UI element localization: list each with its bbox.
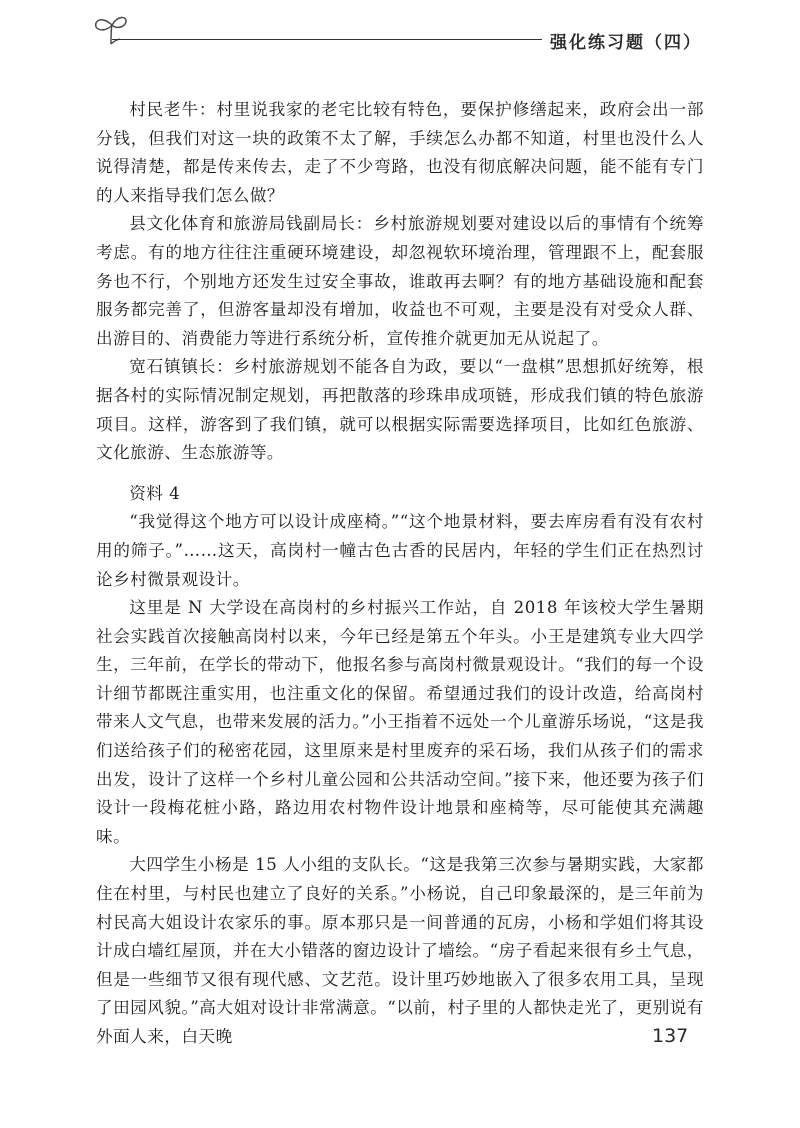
paragraph: 村民老牛：村里说我家的老宅比较有特色，要保护修缮起来，政府会出一部分钱，但我们对这一块的政策不太了解，手续怎么办都不知道，村里也没什么人说得清楚，都是传来传去，走了不少弯路，也没有彻底解决问题，能不能有专门的人来指导我们怎么做？ — [96, 100, 704, 205]
section-spacer — [96, 468, 704, 480]
paragraph: “我觉得这个地方可以设计成座椅。”“这个地景材料，要去库房看有没有农村用的筛子。”……这天，高岗村一幢古色古香的民居内，年轻的学生们正在热烈讨论乡村微景观设计。 — [96, 512, 704, 589]
paragraph: 这里是 N 大学设在高岗村的乡村振兴工作站，自 2018 年该校大学生暑期社会实践首次接触高岗村以来，今年已经是第五个年头。小王是建筑专业大四学生，三年前，在学长的带动下，他报名参与高岗村微景观设计。“我们的每一个设计细节都既注重实用，也注重文化的保留。希望通过我们的设计改造，给高岗村带来人文气息，也带来发展的活力。”小王指着不远处一个儿童游乐场说，“这是我们送给孩子们的秘密花园，这里原来是村里废弃的采石场，我们从孩子们的需求出发，设计了这样一个乡村儿童公园和公共活动空间。”接下来，他还要为孩子们设计一段梅花桩小路，路边用农村物件设计地景和座椅等，尽可能使其充满趣味。 — [96, 598, 704, 846]
paragraph: 宽石镇镇长：乡村旅游规划不能各自为政，要以“一盘棋”思想抓好统筹，根据各村的实际情况制定规划，再把散落的珍珠串成项链，形成我们镇的特色旅游项目。这样，游客到了我们镇，就可以根据实际需要选择项目，比如红色旅游、文化旅游、生态旅游等。 — [96, 357, 704, 463]
paragraph: 大四学生小杨是 15 人小组的支队长。“这是我第三次参与暑期实践，大家都住在村里，与村民也建立了良好的关系。”小杨说，自己印象最深的，是三年前为村民高大姐设计农家乐的事。原本那只是一间普通的瓦房，小杨和学姐们将其设计成白墙红屋顶，并在大小错落的窗边设计了墙绘。“房子看起来很有乡土气息，但是一些细节又很有现代感、文艺范。设计里巧妙地嵌入了很多农用工具，呈现了田园风貌。”高大姐对设计非常满意。“以前，村子里的人都快走光了，更别说有外面人来，白天晚 — [96, 855, 704, 1046]
section-heading: 资料 4 — [129, 483, 181, 503]
header-title: 强化练习题（四） — [550, 33, 702, 53]
page-body — [96, 96, 704, 1052]
sprout-icon — [92, 12, 130, 46]
paragraph: 县文化体育和旅游局钱副局长：乡村旅游规划要对建设以后的事情有个统筹考虑。有的地方往往注重硬环境建设，却忽视软环境治理，管理跟不上，配套服务也不行，个别地方还发生过安全事故，谁敢再去啊？有的地方基础设施和配套服务都完善了，但游客量却没有增加，收益也不可观，主要是没有对受众人群、出游目的、消费能力等进行系统分析，宣传推介就更加无从说起了。 — [96, 214, 704, 348]
header-divider — [112, 39, 542, 40]
page-number: 137 — [652, 1025, 689, 1047]
page-header — [0, 0, 800, 60]
